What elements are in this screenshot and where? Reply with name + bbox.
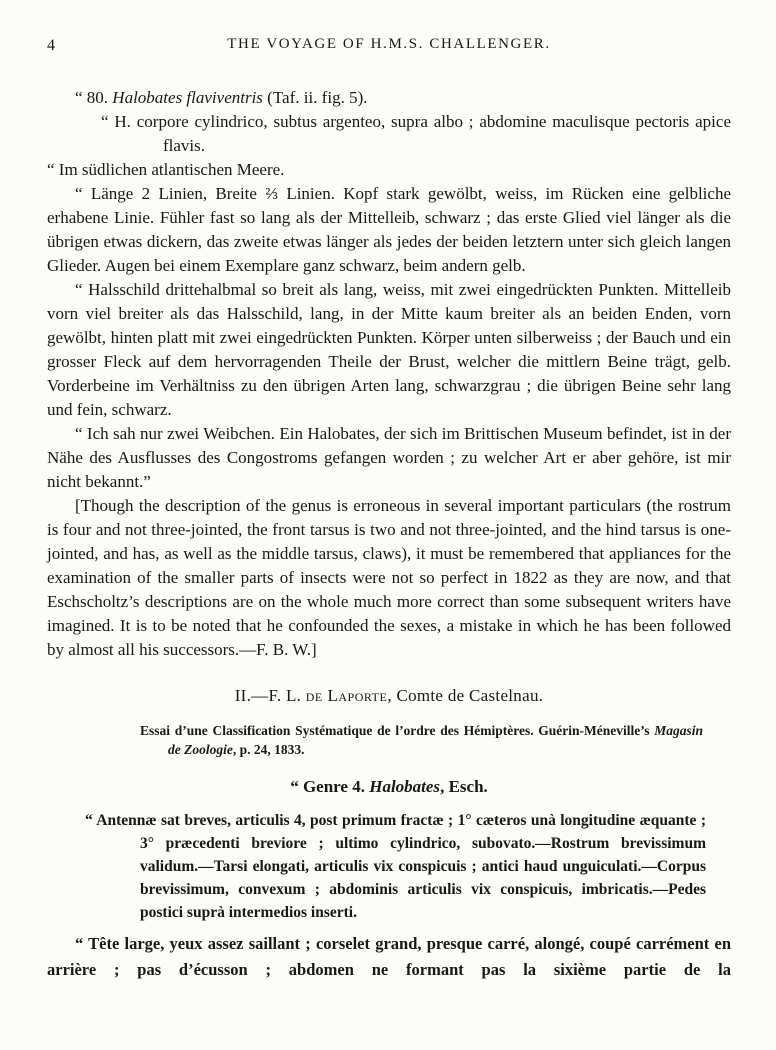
page-number: 4 <box>47 37 55 54</box>
editorial-note: [Though the description of the genus is erroneous in several important particulars (the rostrum is four and not three-jointed, the front tarsus is two and not three-jointed, and the hind tarsus is one-jointed, and has, as well as the middle tarsus, claws), it must be remembered that appliances for the examination of the smaller parts of insects were not so perfect in 1822 as they are now, and that Eschscholtz’s descriptions are on the whole much more correct than some subsequent writers have imagined. It is to be noted that he confounded the sexes, a mistake in which he has been followed by almost all his successors.—F. B. W.] <box>47 496 731 659</box>
page-body <box>47 86 731 983</box>
latin-description: “ Antennæ sat breves, articulis 4, post primum fractæ ; 1° cæteros unà longitudine æquante ; 3° præcedenti breviore ; ultimo cylindrico, subovato.—Rostrum brevissimum validum.—Tarsi elongati, articulis vix conspicuis ; antici haud unguiculati.—Corpus brevissimum, convexum ; abdominis articulis vix conspicuis, imbricatis.—Pedes postici suprà intermedios inserti. <box>85 812 706 921</box>
citation-reference: Essai d’une Classification Systématique de l’ordre des Hémiptères. Guérin-Méneville’s Magasin de Zoologie, p. 24, 1833. <box>140 723 703 757</box>
latin-diagnosis: “ H. corpore cylindrico, subtus argenteo, supra albo ; abdomine maculisque pectoris apice flavis. <box>101 112 731 155</box>
species-heading: “ 80. Halobates flaviventris (Taf. ii. fig. 5). <box>75 88 368 107</box>
german-paragraph-3: “ Ich sah nur zwei Weibchen. Ein Halobates, der sich im Brittischen Museum befindet, ist in der Nähe des Ausflusses des Congostroms gefangen worden ; zu welcher Art er aber gehöre, ist mir nicht bekannt.” <box>47 424 731 491</box>
french-paragraph: “ Tête large, yeux assez saillant ; corselet grand, presque carré, alongé, coupé carrément en arrière ; pas d’écusson ; abdomen ne formant pas la sixième partie de la <box>47 934 731 979</box>
german-paragraph-1: “ Länge 2 Linien, Breite ⅔ Linien. Kopf stark gewölbt, weiss, im Rücken eine gelbliche erhabene Linie. Fühler fast so lang als der Mittelleib, schwarz ; das erste Glied viel länger als die übrigen etwas dickern, das zweite etwas länger als jedes der beiden letztern unter sich gleich langen Glieder. Augen bei einem Exemplare ganz schwarz, beim andern gelb. <box>47 184 731 275</box>
running-title: THE VOYAGE OF H.M.S. CHALLENGER. <box>227 36 551 52</box>
locality-line: “ Im südlichen atlantischen Meere. <box>47 160 285 179</box>
german-paragraph-2: “ Halsschild drittehalbmal so breit als lang, weiss, mit zwei eingedrückten Punkten. Mittelleib vorn viel breiter als das Halsschild, lang, in der Mitte kaum breiter als an beiden Enden, vorn gewölbt, hinten platt mit zwei eingedrückten Punkten. Körper unten silberweiss ; der Bauch und ein grosser Fleck auf dem hervorragenden Theile der Brust, welcher die mittlern Beine trägt, gelb. Vorderbeine im Verhältniss zu den übrigen Arten lang, schwarzgrau ; die übrigen Beine sehr lang und fein, schwarz. <box>47 280 731 419</box>
genre-heading: “ Genre 4. Halobates, Esch. <box>290 777 488 796</box>
running-header <box>47 36 731 58</box>
section-heading: II.—F. L. de Laporte, Comte de Castelnau. <box>234 686 544 705</box>
